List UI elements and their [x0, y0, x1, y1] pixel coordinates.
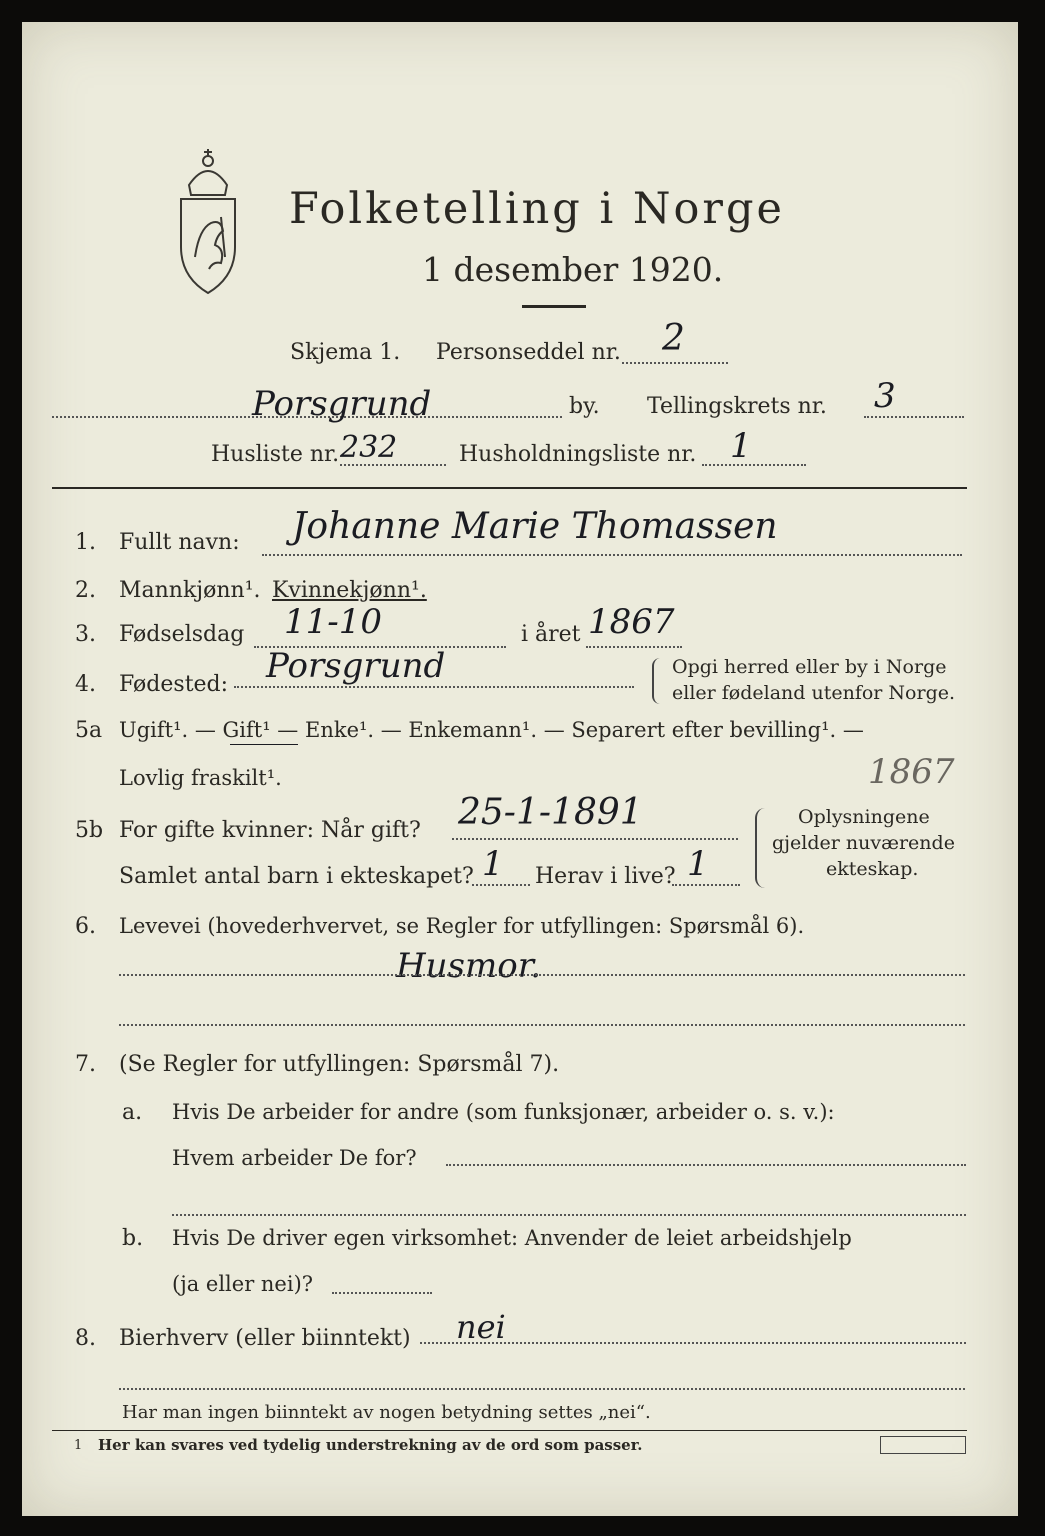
q5b-alive-line [672, 884, 740, 886]
q7-number: 7. [75, 1052, 96, 1077]
q6-number: 6. [75, 914, 96, 939]
tellingskrets-value[interactable]: 3 [874, 376, 896, 416]
title-divider [522, 305, 586, 308]
q7a-line-1 [446, 1164, 966, 1166]
q4-note-bracket [652, 658, 660, 704]
footnote-mark: 1 [74, 1438, 83, 1453]
personseddel-line [622, 362, 728, 364]
norwegian-coat-of-arms-icon [165, 137, 251, 297]
q1-number: 1. [75, 530, 96, 555]
q7a-line1: Hvis De arbeider for andre (som funksjonær, arbeider o. s. v.): [172, 1100, 835, 1124]
q3-year-label: i året [521, 622, 581, 647]
q7a-letter: a. [122, 1100, 143, 1125]
q1-full-name[interactable]: Johanne Marie Thomassen [292, 506, 778, 547]
q5a-options-cont[interactable]: Lovlig fraskilt¹. [119, 766, 282, 790]
q8-line-1 [420, 1342, 966, 1344]
personseddel-value[interactable]: 2 [662, 318, 685, 359]
husholdning-value[interactable]: 1 [730, 426, 752, 466]
q7a-line-2 [172, 1214, 966, 1216]
q5b-note-line2: gjelder nuværende [772, 832, 955, 854]
q7a-line2: Hvem arbeider De for? [172, 1146, 417, 1170]
q5b-line [452, 838, 738, 840]
husliste-value[interactable]: 232 [340, 430, 398, 465]
personseddel-label: Personseddel nr. [436, 340, 621, 365]
q8-line-2 [119, 1388, 965, 1390]
q6-label: Levevei (hovederhvervet, se Regler for utfyllingen: Spørsmål 6). [119, 914, 805, 938]
q5b-marriage-date[interactable]: 25-1-1891 [458, 792, 643, 833]
q5b-children-line [472, 884, 530, 886]
header-rule [52, 487, 967, 489]
q5a-options[interactable]: Ugift¹. — Gift¹ — Enke¹. — Enkemann¹. — Separert efter bevilling¹. — [119, 718, 864, 742]
q5b-alive-label: Herav i live? [535, 864, 676, 889]
q8-label: Bierhverv (eller biinntekt) [119, 1326, 411, 1351]
q6-occupation[interactable]: Husmor. [396, 946, 542, 986]
q2-male[interactable]: Mannkjønn¹. [119, 578, 261, 603]
q7b-line1: Hvis De driver egen virksomhet: Anvender de leiet arbeidshjelp [172, 1226, 852, 1250]
town-value[interactable]: Porsgrund [252, 384, 432, 424]
census-form-page [22, 22, 1018, 1516]
q4-line [234, 686, 634, 688]
q5b-alive-value[interactable]: 1 [687, 844, 709, 884]
skjema-label: Skjema 1. [290, 340, 401, 365]
tellingskrets-label: Tellingskrets nr. [647, 394, 827, 419]
q3-birthday[interactable]: 11-10 [284, 602, 383, 642]
q7b-line [332, 1292, 432, 1294]
tellingskrets-line [864, 416, 964, 418]
margin-year-note: 1867 [868, 752, 955, 792]
q4-note-line2: eller fødeland utenfor Norge. [672, 682, 956, 704]
q5a-number: 5a [75, 718, 103, 743]
q7b-line2: (ja eller nei)? [172, 1272, 314, 1296]
footer-rule [52, 1430, 967, 1431]
q8-number: 8. [75, 1326, 96, 1351]
q1-label: Fullt navn: [119, 530, 240, 555]
q4-label: Fødested: [119, 672, 229, 697]
form-title: Folketelling i Norge [289, 184, 785, 234]
q5b-note-line1: Oplysningene [798, 806, 930, 828]
husliste-label: Husliste nr. [211, 442, 340, 467]
husliste-line [340, 464, 446, 466]
q3-year[interactable]: 1867 [588, 602, 675, 642]
q4-birthplace[interactable]: Porsgrund [266, 646, 446, 686]
husholdning-label: Husholdningsliste nr. [459, 442, 697, 467]
q1-line [262, 554, 962, 556]
q6-line-1 [119, 974, 965, 976]
q5b-label: For gifte kvinner: Når gift? [119, 818, 421, 843]
census-date: 1 desember 1920. [422, 250, 724, 289]
q3-label: Fødselsdag [119, 622, 245, 647]
by-label: by. [569, 394, 600, 419]
q3-number: 3. [75, 622, 96, 647]
q5b-note-bracket [755, 808, 765, 888]
husholdning-line [702, 464, 806, 466]
q8-value[interactable]: nei [456, 1308, 506, 1346]
printer-stamp [880, 1436, 966, 1454]
q7-label: (Se Regler for utfyllingen: Spørsmål 7). [119, 1052, 560, 1077]
q7b-letter: b. [122, 1226, 144, 1251]
q4-number: 4. [75, 672, 96, 697]
q5a-gift-underline [230, 744, 298, 745]
q2-number: 2. [75, 578, 96, 603]
q5b-number: 5b [75, 818, 104, 843]
q2-female[interactable]: Kvinnekjønn¹. [272, 578, 427, 603]
q5b-children-label: Samlet antal barn i ekteskapet? [119, 864, 474, 889]
footnote-text: Her kan svares ved tydelig understrekning av de ord som passer. [98, 1436, 643, 1454]
q5b-children-value[interactable]: 1 [482, 844, 504, 884]
q3-year-line [586, 646, 682, 648]
q4-note-line1: Opgi herred eller by i Norge [672, 656, 947, 678]
q6-line-2 [119, 1024, 965, 1026]
q5b-note-line3: ekteskap. [826, 858, 919, 880]
biinntekt-note: Har man ingen biinntekt av nogen betydning settes „nei“. [122, 1402, 651, 1423]
